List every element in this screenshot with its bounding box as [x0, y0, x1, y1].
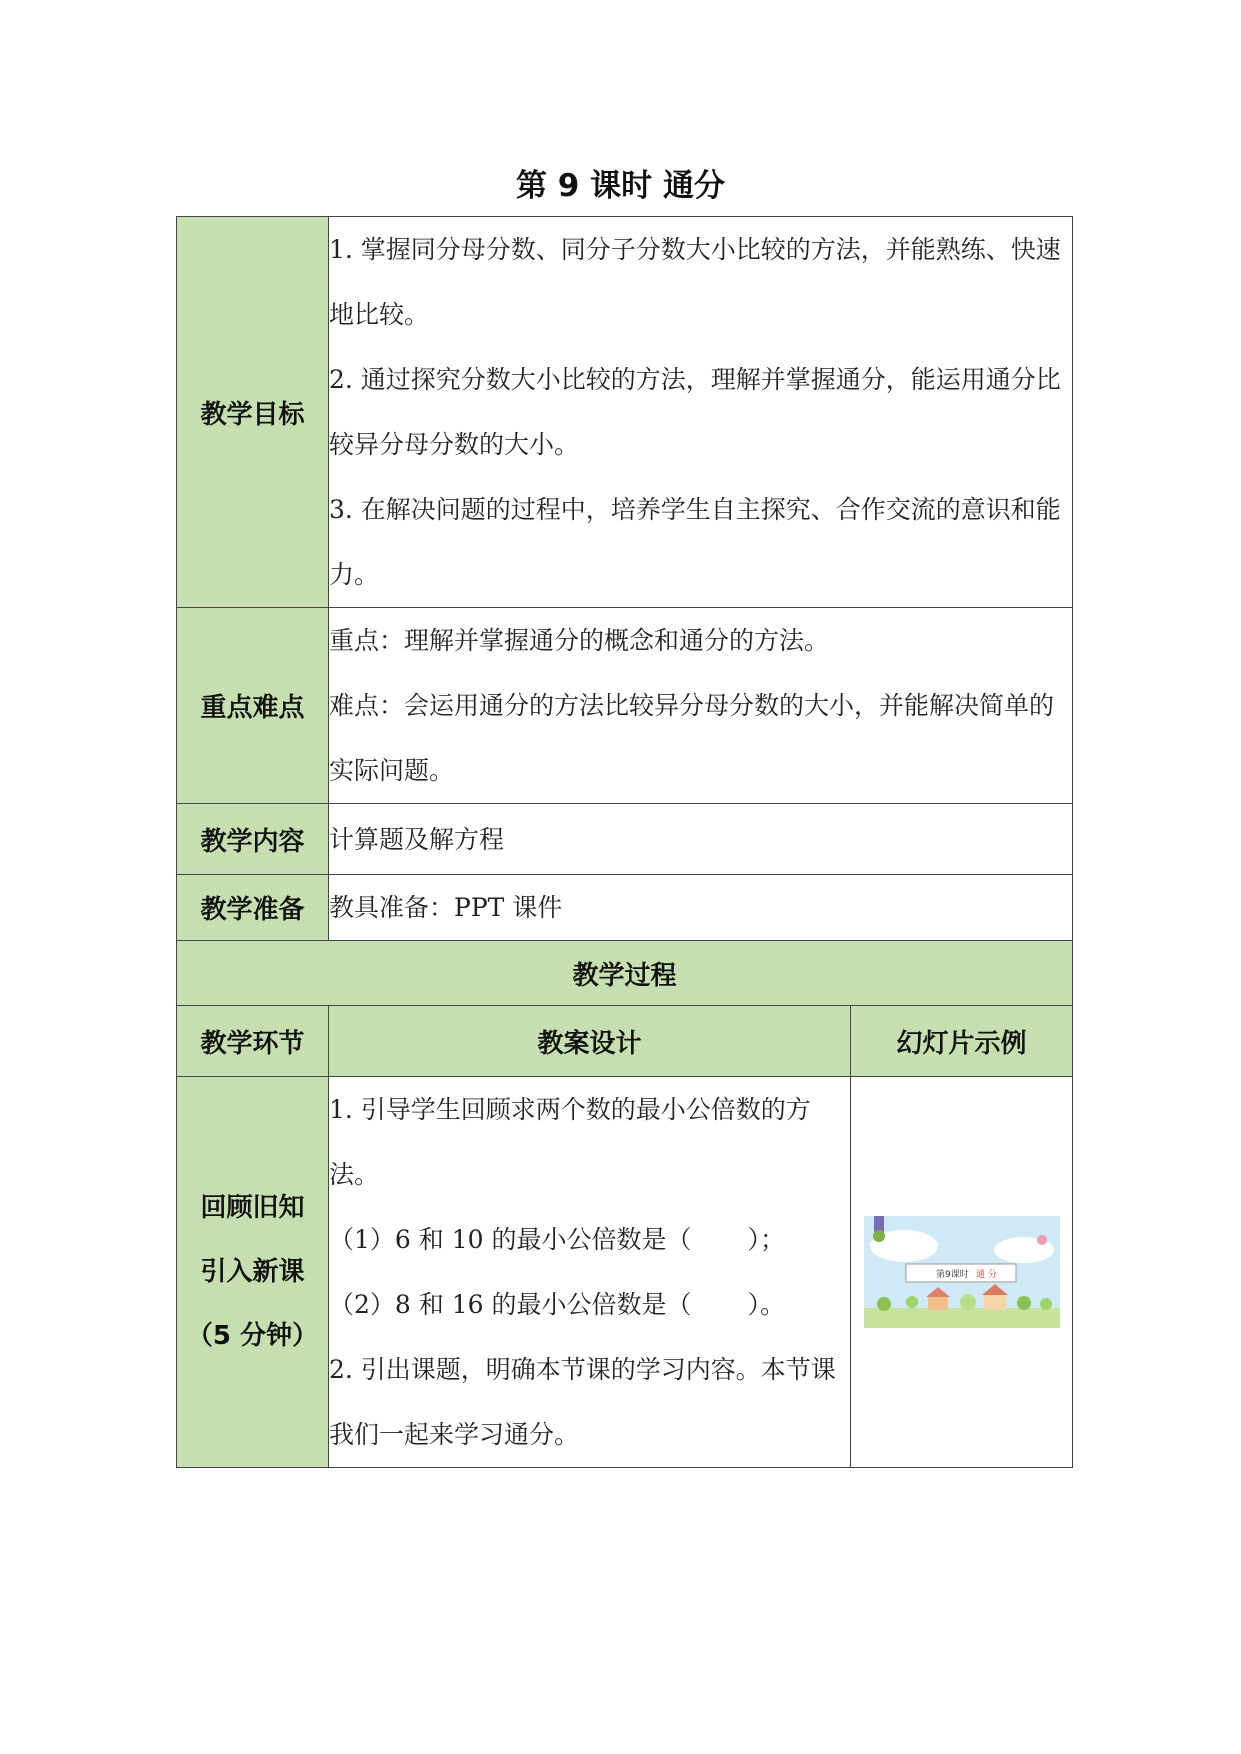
question-text: （2）8 和 16 的最小公倍数是（ — [329, 1290, 692, 1319]
question-end: ）； — [747, 1225, 785, 1254]
slide-cell — [851, 1077, 1073, 1468]
preparation-label: 教学准备 — [177, 875, 329, 941]
house-icon — [984, 1294, 1006, 1310]
tree-icon — [1040, 1298, 1052, 1310]
stage-label-line: 引入新课 — [200, 1257, 305, 1287]
content-value: 计算题及解方程 — [329, 804, 1073, 875]
preparation-value: 教具准备：PPT 课件 — [329, 875, 1073, 941]
header-stage: 教学环节 — [177, 1006, 329, 1077]
design-question — [329, 1207, 850, 1272]
slide-title-a: 第9课时 — [935, 1270, 969, 1280]
medal-icon — [873, 1230, 885, 1242]
process-header-row — [177, 1006, 1073, 1077]
objectives-row — [177, 217, 1073, 608]
content-row — [177, 804, 1073, 875]
page-title: 第 9 课时 通分 — [516, 168, 725, 204]
objective-item: 3. 在解决问题的过程中，培养学生自主探究、合作交流的意识和能力。 — [329, 495, 1061, 589]
design-question — [329, 1272, 850, 1337]
process-title: 教学过程 — [177, 941, 1073, 1006]
header-design: 教案设计 — [329, 1006, 851, 1077]
stage-label — [177, 1077, 329, 1468]
design-step: 2. 引出课题，明确本节课的学习内容。本节课我们一起来学习通分。 — [329, 1355, 836, 1449]
process-title-row — [177, 941, 1073, 1006]
tree-icon — [960, 1294, 976, 1310]
lesson-plan-table — [176, 216, 1073, 1468]
key-points-label: 重点难点 — [177, 608, 329, 804]
design-step: 1. 引导学生回顾求两个数的最小公倍数的方法。 — [329, 1095, 811, 1189]
slide-title-b: 通 分 — [975, 1270, 997, 1280]
key-points-content — [329, 608, 1073, 804]
header-slide: 幻灯片示例 — [851, 1006, 1073, 1077]
tree-icon — [1017, 1296, 1031, 1310]
house-icon — [928, 1296, 948, 1310]
objective-item: 1. 掌握同分母分数、同分子分数大小比较的方法，并能熟练、快速地比较。 — [329, 235, 1061, 329]
objectives-content — [329, 217, 1073, 608]
content-label: 教学内容 — [177, 804, 329, 875]
tree-icon — [906, 1296, 918, 1308]
question-end: ）。 — [747, 1290, 785, 1319]
stage-label-line: 回顾旧知 — [200, 1193, 305, 1223]
question-text: （1）6 和 10 的最小公倍数是（ — [329, 1225, 692, 1254]
objectives-label: 教学目标 — [177, 217, 329, 608]
ribbon-icon — [874, 1216, 884, 1232]
tree-icon — [877, 1297, 891, 1311]
stage-label-line: （5 分钟） — [186, 1321, 319, 1351]
design-content — [329, 1077, 851, 1468]
balloon-icon — [1037, 1235, 1047, 1245]
stage-row — [177, 1077, 1073, 1468]
slide-thumbnail — [864, 1216, 1060, 1328]
difficulty-point: 难点：会运用通分的方法比较异分母分数的大小，并能解决简单的实际问题。 — [329, 691, 1055, 785]
key-points-row — [177, 608, 1073, 804]
key-point: 重点：理解并掌握通分的概念和通分的方法。 — [329, 626, 830, 655]
slide-grass — [864, 1308, 1060, 1328]
objective-item: 2. 通过探究分数大小比较的方法，理解并掌握通分，能运用通分比较异分母分数的大小。 — [329, 365, 1061, 459]
preparation-row — [177, 875, 1073, 941]
